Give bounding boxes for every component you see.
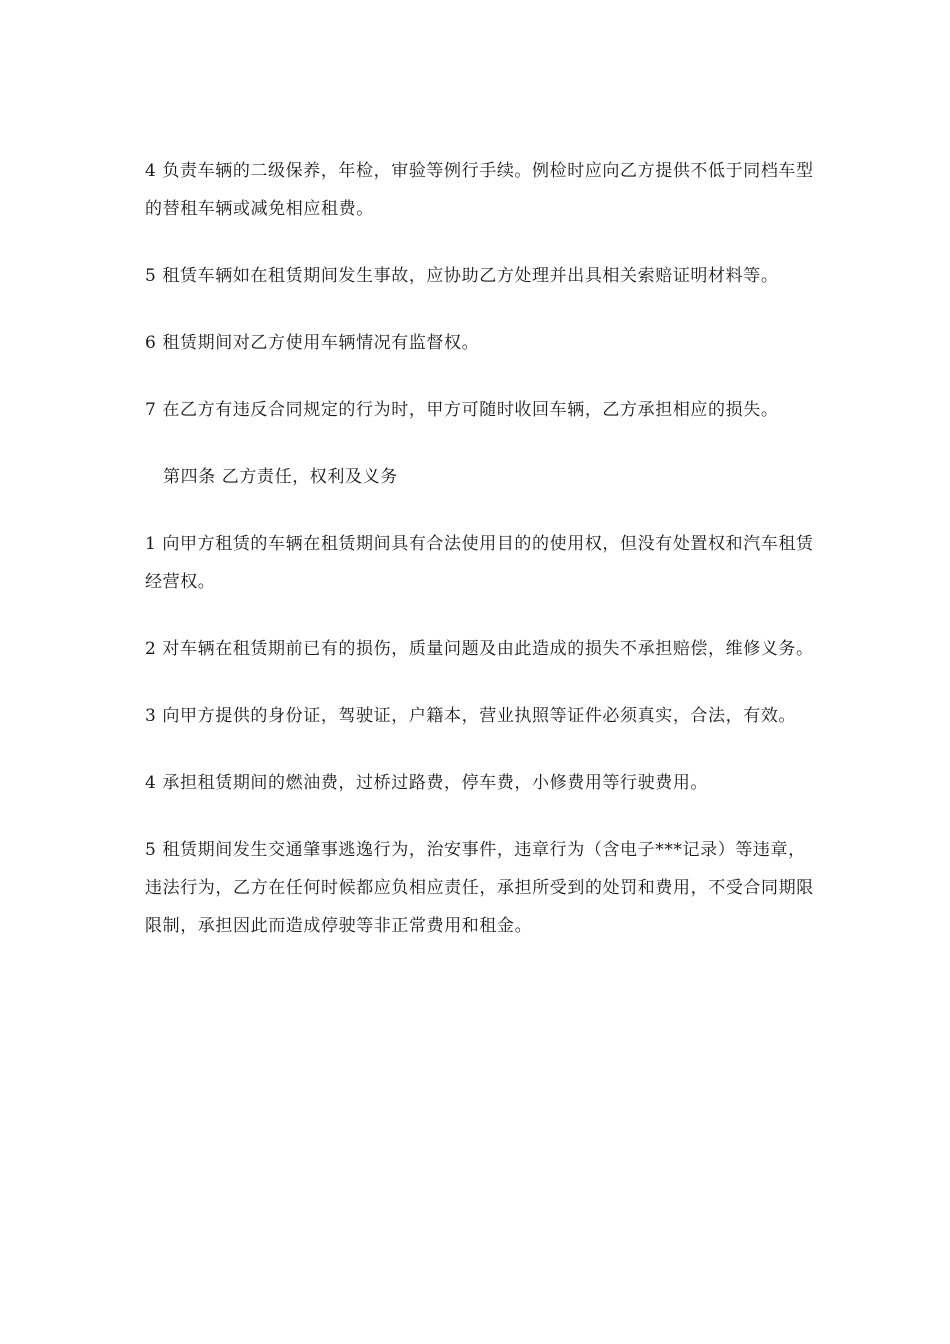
paragraph-lessee-duty-2: 2 对车辆在租赁期前已有的损伤，质量问题及由此造成的损失不承担赔偿，维修义务。 bbox=[145, 639, 814, 659]
paragraph-lessee-duty-1: 1 向甲方租赁的车辆在租赁期间具有合法使用目的的使用权，但没有处置权和汽车租赁经营权。 bbox=[145, 534, 814, 592]
section-heading: 第四条 乙方责任，权利及义务 bbox=[163, 467, 398, 487]
paragraph-lessee-duty-4: 4 承担租赁期间的燃油费，过桥过路费，停车费，小修费用等行驶费用。 bbox=[145, 773, 709, 793]
paragraph-lessor-duty-4: 4 负责车辆的二级保养，年检，审验等例行手续。例检时应向乙方提供不低于同档车型的替租车辆或减免相应租费。 bbox=[145, 161, 814, 219]
paragraph-lessee-duty-5: 5 租赁期间发生交通肇事逃逸行为，治安事件，违章行为（含电子***记录）等违章，违法行为，乙方在任何时候都应负相应责任，承担所受到的处罚和费用，不受合同期限限制，承担因此而造成停驶等非正常费用和租金。 bbox=[145, 840, 814, 936]
paragraph-lessor-duty-5: 5 租赁车辆如在租赁期间发生事故，应协助乙方处理并出具相关索赔证明材料等。 bbox=[145, 266, 779, 286]
paragraph-lessee-duty-3: 3 向甲方提供的身份证，驾驶证，户籍本，营业执照等证件必须真实，合法，有效。 bbox=[145, 706, 797, 726]
document-body bbox=[145, 152, 815, 974]
paragraph-lessor-duty-7: 7 在乙方有违反合同规定的行为时，甲方可随时收回车辆，乙方承担相应的损失。 bbox=[145, 400, 779, 420]
paragraph-lessor-duty-6: 6 租赁期间对乙方使用车辆情况有监督权。 bbox=[145, 333, 480, 353]
